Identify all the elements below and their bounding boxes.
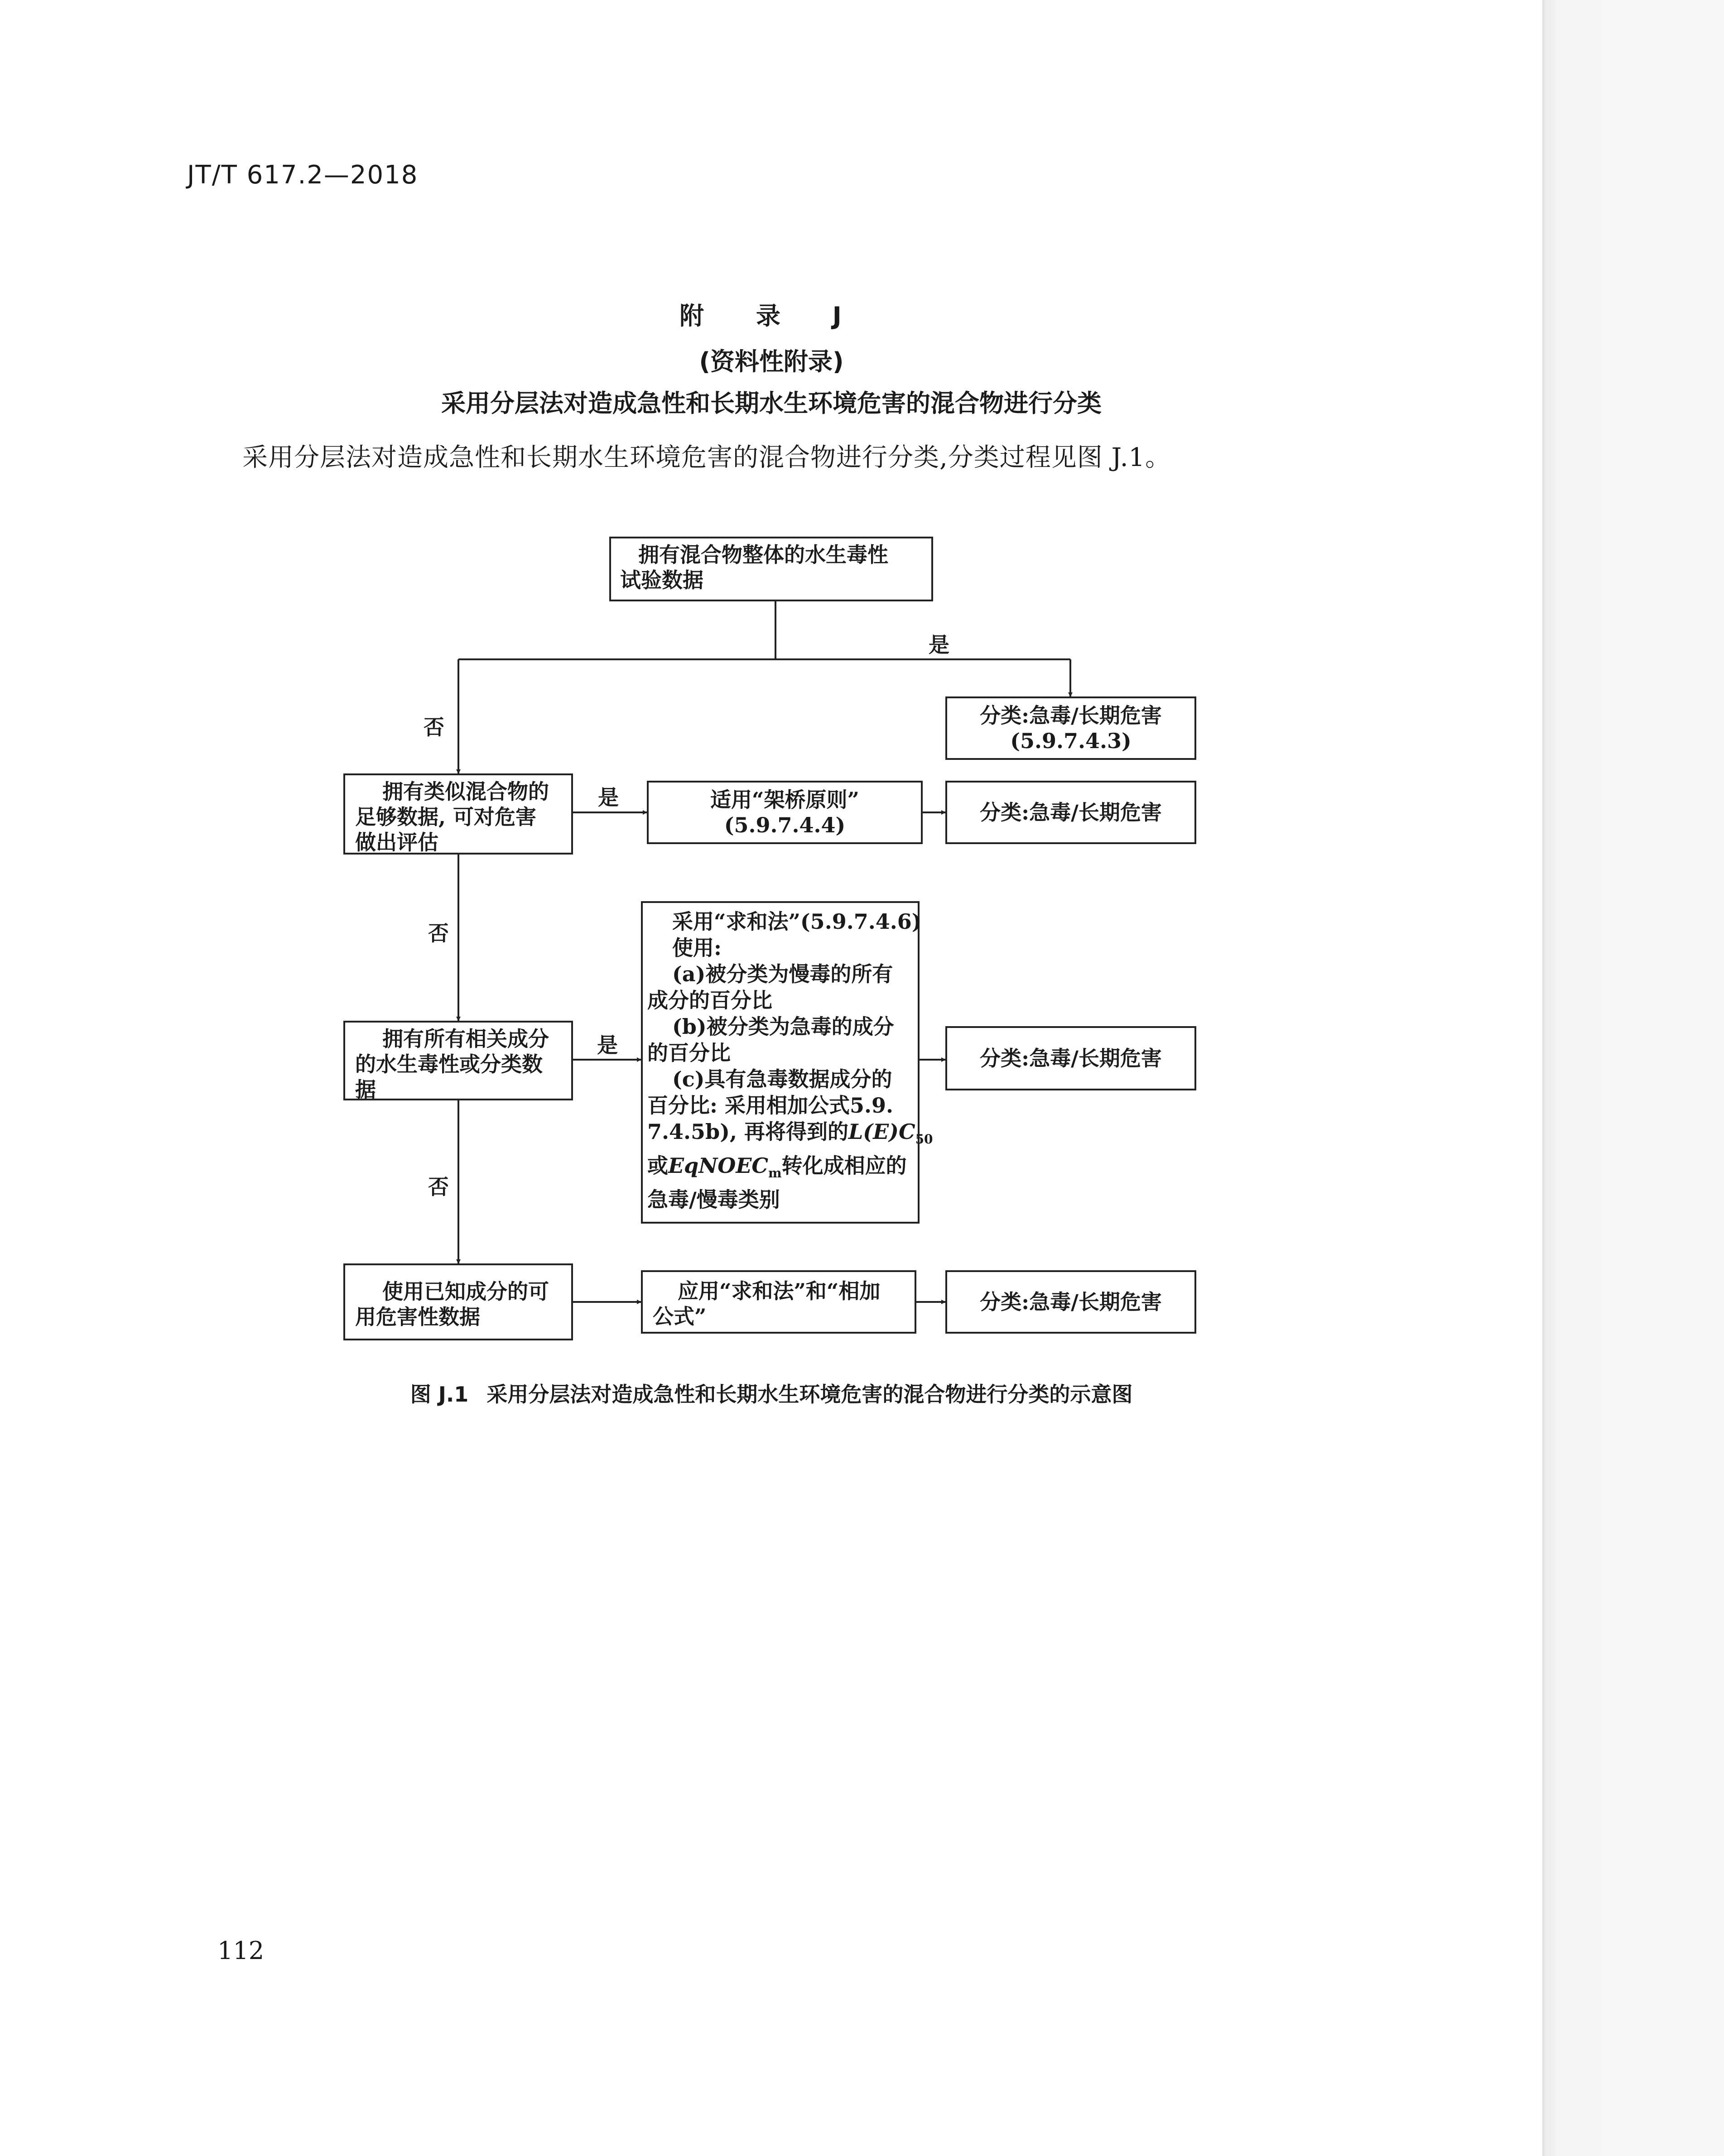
box-summation-method: 采用“求和法”(5.9.7.4.6) 使用: (a)被分类为慢毒的所有 成分的百分比 (b)被分类为急毒的成分 的百分比 (c)具有急毒数据成分的 百分比: 采用相加公式5.9. 7.4.5b), 再将得到的$L(E)C_{50}$ 或EqNOEC$_m$转化成相应的 急毒/慢毒类别 bbox=[641, 901, 920, 1224]
box-bridging: 适用“架桥原则” (5.9.7.4.4) bbox=[647, 781, 923, 844]
box-result-3: 分类:急毒/长期危害 bbox=[945, 1026, 1196, 1090]
appendix-title: 附 录 J bbox=[679, 302, 863, 330]
label-no-1: 否 bbox=[424, 715, 444, 739]
page-number: 112 bbox=[217, 1936, 265, 1965]
label-yes-1: 是 bbox=[929, 633, 949, 657]
page-edge-shadow bbox=[1542, 0, 1724, 2156]
box-result-1: 分类:急毒/长期危害 (5.9.7.4.3) bbox=[945, 696, 1196, 760]
label-no-3: 否 bbox=[428, 1175, 449, 1199]
appendix-subtitle: (资料性附录) bbox=[699, 347, 844, 376]
label-yes-3: 是 bbox=[597, 1033, 618, 1057]
label-yes-2: 是 bbox=[598, 785, 619, 810]
intro-paragraph: 采用分层法对造成急性和长期水生环境危害的混合物进行分类,分类过程见图 J.1。 bbox=[242, 443, 1171, 472]
appendix-heading: 采用分层法对造成急性和长期水生环境危害的混合物进行分类 bbox=[441, 389, 1102, 418]
standard-code-header: JT/T 617.2—2018 bbox=[187, 160, 419, 190]
box-all-components: 拥有所有相关成分 的水生毒性或分类数 据 bbox=[343, 1021, 573, 1100]
box-similar-mixtures: 拥有类似混合物的 足够数据, 可对危害 做出评估 bbox=[343, 773, 573, 855]
figure-caption bbox=[0, 1378, 1543, 1408]
box-apply-formula: 应用“求和法”和“相加 公式” bbox=[641, 1270, 916, 1334]
figure-number: 图 J.1 bbox=[410, 1382, 469, 1407]
box-result-2: 分类:急毒/长期危害 bbox=[945, 781, 1196, 844]
box-start: 拥有混合物整体的水生毒性 试验数据 bbox=[609, 537, 933, 601]
label-no-2: 否 bbox=[428, 921, 449, 946]
box-known-components: 使用已知成分的可 用危害性数据 bbox=[343, 1263, 573, 1340]
figure-caption-text: 采用分层法对造成急性和长期水生环境危害的混合物进行分类的示意图 bbox=[486, 1382, 1133, 1407]
box-result-4: 分类:急毒/长期危害 bbox=[945, 1270, 1196, 1334]
